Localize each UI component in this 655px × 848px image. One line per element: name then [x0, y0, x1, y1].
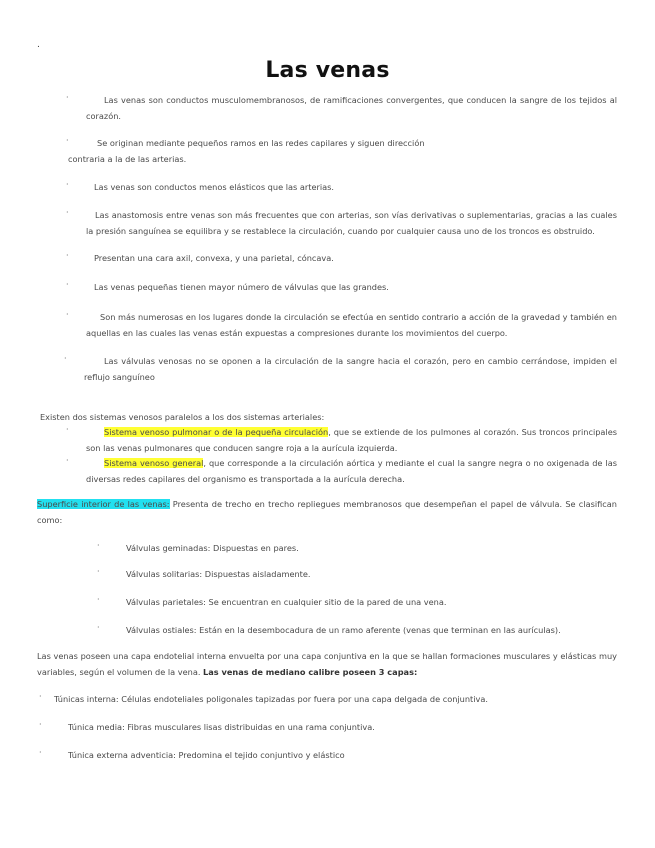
tunic-item: Túnica externa adventicia: Predomina el tejido conjuntivo y elástico — [68, 750, 345, 760]
list-item: Son más numerosas en los lugares donde la circulación se efectúa en sentido contrario a acción de la gravedad y también en aquellas en las cuales las venas están expuestas a compresiones durante los movimientos del cuerpo. — [86, 312, 617, 338]
list-item: Las venas son conductos menos elásticos que las arterias. — [94, 182, 335, 192]
stray-mark: . — [37, 40, 40, 50]
bullet-icon: · — [39, 692, 42, 701]
tunic-item: Túnica media: Fibras musculares lisas distribuidas en una rama conjuntiva. — [68, 722, 375, 732]
list-item-continuation: contraria a la de las arterias. — [68, 154, 187, 164]
tunic-item: Túnicas interna: Células endoteliales poligonales tapizadas por fuera por una capa delgada de conjuntiva. — [54, 694, 489, 704]
bullet-icon: · — [66, 251, 69, 260]
valve-item: Válvulas geminadas: Dispuestas en pares. — [126, 543, 299, 553]
bullet-icon: · — [97, 567, 100, 576]
list-item: Las venas son conductos musculomembranosos, de ramificaciones convergentes, que conducen la sangre de los tejidos al corazón. — [86, 95, 617, 121]
systems-intro: Existen dos sistemas venosos paralelos a los dos sistemas arteriales: — [40, 412, 325, 422]
highlight-pulmonary: Sistema venoso pulmonar o de la pequeña circulación — [104, 427, 329, 437]
list-item: Presentan una cara axil, convexa, y una parietal, cóncava. — [94, 253, 334, 263]
bullet-icon: · — [66, 425, 69, 434]
bullet-icon: · — [97, 541, 100, 550]
bullet-icon: · — [39, 748, 42, 757]
bullet-icon: · — [66, 136, 69, 145]
system-item-pulmonary: Sistema venoso pulmonar o de la pequeña circulación, que se extiende de los pulmones al corazón. Sus troncos principales son las venas pulmonares que conducen sangre roja a la aurícula izquierda. — [86, 427, 618, 453]
list-item: Se originan mediante pequeños ramos en las redes capilares y siguen dirección — [97, 138, 425, 148]
bullet-icon: · — [66, 93, 69, 102]
bullet-icon: · — [97, 623, 100, 632]
valve-item: Válvulas solitarias: Dispuestas aisladamente. — [126, 569, 311, 579]
bullet-icon: · — [39, 720, 42, 729]
bullet-icon: · — [66, 280, 69, 289]
highlight-general: Sistema venoso general — [104, 458, 204, 468]
bullet-icon: · — [66, 208, 69, 217]
list-item: Las venas pequeñas tienen mayor número de válvulas que las grandes. — [94, 282, 389, 292]
bullet-icon: · — [66, 456, 69, 465]
valve-item: Válvulas parietales: Se encuentran en cualquier sitio de la pared de una vena. — [126, 597, 447, 607]
list-item: Las anastomosis entre venas son más frecuentes que con arterias, son vías derivativas o suplementarias, gracias a las cuales la presión sanguínea se equilibra y se restablece la circulación, cuando por cualquier causa uno de los troncos es obstruido. — [86, 210, 617, 236]
layers-paragraph: Las venas poseen una capa endotelial interna envuelta por una capa conjuntiva en la que se hallan formaciones musculares y elásticas muy variables, según el volumen de la vena. Las venas de mediano calibre poseen 3 capas: — [37, 651, 617, 677]
bullet-icon: · — [66, 310, 69, 319]
bullet-icon: · — [66, 180, 69, 189]
bullet-icon: · — [97, 595, 100, 604]
valve-item: Válvulas ostiales: Están en la desembocadura de un ramo aferente (venas que terminan en las aurículas). — [126, 625, 561, 635]
list-item: Las válvulas venosas no se oponen a la circulación de la sangre hacia el corazón, pero en cambio cerrándose, impiden el reflujo sanguíneo — [84, 356, 617, 382]
highlight-inner-surface: Superficie interior de las venas: — [37, 499, 170, 509]
page-title: Las venas — [265, 58, 390, 83]
layers-bold-text: Las venas de mediano calibre poseen 3 capas: — [203, 667, 418, 677]
system-item-general: Sistema venoso general, que corresponde a la circulación aórtica y mediante el cual la sangre negra o no oxigenada de las diversas redes capilares del organismo es transportada a la aurícula derecha. — [86, 458, 617, 484]
inner-surface-paragraph: Superficie interior de las venas: Presenta de trecho en trecho repliegues membranosos que desempeñan el papel de válvula. Se clasifican como: — [37, 499, 617, 525]
bullet-icon: · — [64, 354, 67, 363]
